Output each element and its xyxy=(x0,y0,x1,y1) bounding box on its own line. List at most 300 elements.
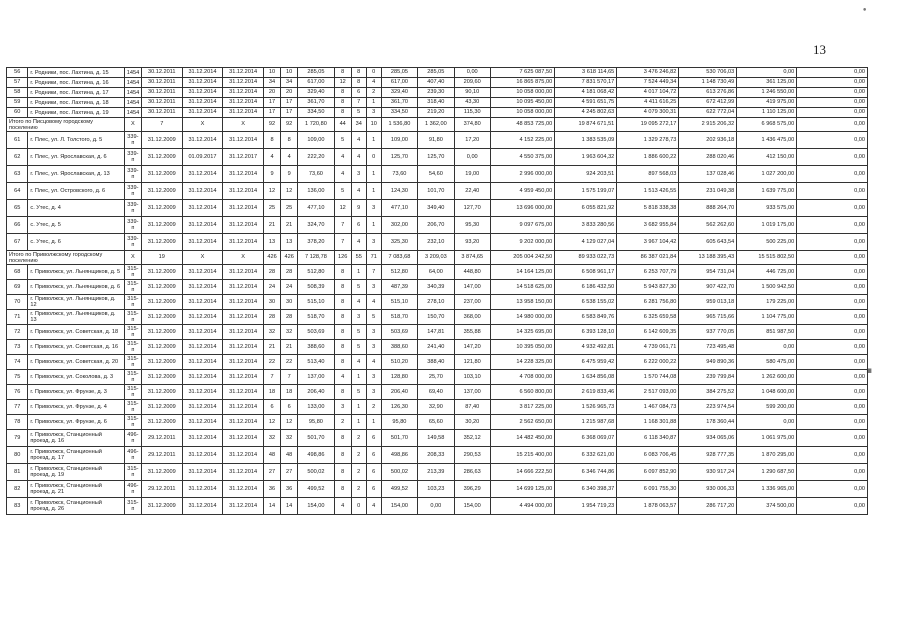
table-cell: 4 181 068,42 xyxy=(555,88,617,98)
table-cell: г. Приволжск, Станционный проезд, д. 19 xyxy=(28,464,124,481)
table-row xyxy=(7,447,868,464)
table-cell: 315-п xyxy=(124,295,141,310)
table-cell: г. Приволжск, ул. Советская, д. 16 xyxy=(28,340,124,355)
table-cell: Итого по Писцовому городскому поселению xyxy=(7,118,125,132)
table-row xyxy=(7,265,868,280)
table-cell: 0,00 xyxy=(797,430,868,447)
table-row xyxy=(7,280,868,295)
table-cell: 31.12.2014 xyxy=(182,370,223,385)
table-cell: 426 xyxy=(263,251,280,265)
table-cell: 0 xyxy=(351,498,366,515)
table-cell: 4 591 651,75 xyxy=(555,98,617,108)
table-cell: 0,00 xyxy=(797,68,868,78)
table-cell: 315-п xyxy=(124,385,141,400)
table-cell: 8 xyxy=(334,108,351,118)
subtotal-row xyxy=(7,118,868,132)
table-cell: г. Родники, пос. Лахтина, д. 18 xyxy=(28,98,124,108)
table-cell: 513,40 xyxy=(298,355,334,370)
table-cell: 93,20 xyxy=(454,234,490,251)
table-cell: 617,00 xyxy=(381,78,417,88)
table-cell: г. Родники, пос. Лахтина, д. 17 xyxy=(28,88,124,98)
table-cell: 477,10 xyxy=(298,200,334,217)
table-cell: 0,00 xyxy=(797,108,868,118)
table-cell: 64 xyxy=(7,183,28,200)
table-cell: 91,80 xyxy=(418,132,454,149)
table-cell: 0,00 xyxy=(797,325,868,340)
table-cell: 31.12.2009 xyxy=(141,166,182,183)
table-cell: 4 129 027,04 xyxy=(555,234,617,251)
table-cell: 315-п xyxy=(124,280,141,295)
table-cell: 1 336 965,00 xyxy=(737,481,797,498)
table-cell: 16 865 875,00 xyxy=(490,78,554,88)
table-cell: 74 xyxy=(7,355,28,370)
table-cell: 31.12.2014 xyxy=(223,447,264,464)
table-cell: 17,20 xyxy=(454,132,490,149)
table-cell: 21 xyxy=(281,340,298,355)
table-cell: 2 619 833,46 xyxy=(555,385,617,400)
table-cell: 59 xyxy=(7,98,28,108)
table-cell: 7 xyxy=(366,265,381,280)
table-cell: 8 xyxy=(334,447,351,464)
table-cell: г. Приволжск, ул. Соколова, д. 3 xyxy=(28,370,124,385)
table-cell: 4 xyxy=(281,149,298,166)
table-cell: 121,80 xyxy=(454,355,490,370)
table-cell: 7 xyxy=(141,118,182,132)
table-cell: 6 368 069,07 xyxy=(555,430,617,447)
table-cell: 79 xyxy=(7,430,28,447)
table-cell: 13 xyxy=(263,234,280,251)
table-cell: 2 915 206,32 xyxy=(679,118,737,132)
table-cell: 1 436 475,00 xyxy=(737,132,797,149)
table-row xyxy=(7,415,868,430)
table-cell: 6 xyxy=(281,400,298,415)
table-cell: 515,10 xyxy=(298,295,334,310)
table-cell: 7 083,68 xyxy=(381,251,417,265)
table-cell: 599 200,00 xyxy=(737,400,797,415)
table-cell: 10 395 050,00 xyxy=(490,340,554,355)
table-cell: 89 933 022,73 xyxy=(555,251,617,265)
table-cell: 31.12.2014 xyxy=(182,88,223,98)
table-cell: 65,60 xyxy=(418,415,454,430)
table-cell: 31.12.2014 xyxy=(223,108,264,118)
table-cell: 500,02 xyxy=(298,464,334,481)
table-cell: 115,30 xyxy=(454,108,490,118)
table-cell: 315-п xyxy=(124,265,141,280)
table-cell: 31.12.2014 xyxy=(182,498,223,515)
table-cell: 92 xyxy=(281,118,298,132)
table-cell: 498,86 xyxy=(298,447,334,464)
table-cell: 928 777,35 xyxy=(679,447,737,464)
table-cell: 128,80 xyxy=(381,370,417,385)
table-cell: 30 xyxy=(281,295,298,310)
table-cell: 17 xyxy=(281,108,298,118)
table-cell: 62 xyxy=(7,149,28,166)
table-cell: 4 959 450,00 xyxy=(490,183,554,200)
table-row xyxy=(7,481,868,498)
table-cell: 0,00 xyxy=(797,415,868,430)
table-row xyxy=(7,310,868,325)
table-cell: 19 095 272,17 xyxy=(617,118,679,132)
table-cell: 3 xyxy=(366,385,381,400)
table-cell: 60 xyxy=(7,108,28,118)
table-cell: 1454 xyxy=(124,108,141,118)
table-cell: 4 xyxy=(334,498,351,515)
table-cell: 1 878 063,57 xyxy=(617,498,679,515)
table-cell: 6 142 609,35 xyxy=(617,325,679,340)
table-cell: 510,20 xyxy=(381,355,417,370)
table-cell: г. Приволжск, Станционный проезд, д. 16 xyxy=(28,430,124,447)
table-cell: 24 xyxy=(281,280,298,295)
table-cell: Итого по Приволжскому городскому поселению xyxy=(7,251,125,265)
table-cell: 0,00 xyxy=(797,310,868,325)
table-cell: г. Приволжск, ул. Льнянщиков, д. 12 xyxy=(28,295,124,310)
table-cell: 1 104 775,00 xyxy=(737,310,797,325)
table-cell: 31.12.2014 xyxy=(223,166,264,183)
table-cell: 8 xyxy=(263,132,280,149)
table-cell: 73,60 xyxy=(381,166,417,183)
table-cell: 897 568,03 xyxy=(617,166,679,183)
table-cell: 949 890,36 xyxy=(679,355,737,370)
table-cell: 4 xyxy=(334,149,351,166)
table-cell: 12 xyxy=(263,183,280,200)
table-cell: 315-п xyxy=(124,498,141,515)
table-cell: 0,00 xyxy=(797,265,868,280)
table-cell: 31.12.2014 xyxy=(182,464,223,481)
table-cell: 12 xyxy=(281,415,298,430)
table-cell: 0,00 xyxy=(797,447,868,464)
table-cell: 31.12.2014 xyxy=(182,108,223,118)
table-cell: 1 329 278,73 xyxy=(617,132,679,149)
table-cell: 31.12.2014 xyxy=(223,498,264,515)
table-cell: 5 xyxy=(334,132,351,149)
table-cell: с. Утес, д. 6 xyxy=(28,234,124,251)
table-cell: 103,23 xyxy=(418,481,454,498)
table-cell: 3 xyxy=(351,166,366,183)
table-cell: 19 874 671,51 xyxy=(555,118,617,132)
table-cell: 31.12.2014 xyxy=(182,481,223,498)
table-cell: 36 xyxy=(281,481,298,498)
table-cell: 8 xyxy=(351,68,366,78)
table-cell: 3 xyxy=(334,400,351,415)
table-cell: 87,40 xyxy=(454,400,490,415)
table-cell: 7 625 087,50 xyxy=(490,68,554,78)
table-cell: 1454 xyxy=(124,78,141,88)
table-cell: 14 518 625,00 xyxy=(490,280,554,295)
table-cell: 285,05 xyxy=(418,68,454,78)
table-cell: 6 xyxy=(263,400,280,415)
table-cell: 2 xyxy=(351,481,366,498)
table-cell: 31.12.2014 xyxy=(223,217,264,234)
table-row xyxy=(7,325,868,340)
table-cell: 0,00 xyxy=(797,370,868,385)
table-cell: 0,00 xyxy=(797,217,868,234)
table-cell: 285,05 xyxy=(381,68,417,78)
table-cell: 3 xyxy=(351,310,366,325)
table-cell: 503,69 xyxy=(298,325,334,340)
table-cell: 515,10 xyxy=(381,295,417,310)
table-cell: 1 110 125,00 xyxy=(737,108,797,118)
table-cell: 1 290 687,50 xyxy=(737,464,797,481)
table-cell: 5 xyxy=(351,340,366,355)
table-cell: 19,00 xyxy=(454,166,490,183)
table-cell: 315-п xyxy=(124,400,141,415)
table-cell: 149,58 xyxy=(418,430,454,447)
table-row xyxy=(7,166,868,183)
table-cell: 334,50 xyxy=(381,108,417,118)
table-cell: 349,40 xyxy=(418,200,454,217)
table-cell: 0,00 xyxy=(797,355,868,370)
table-cell: 1 963 604,32 xyxy=(555,149,617,166)
table-row xyxy=(7,108,868,118)
table-cell: 213,39 xyxy=(418,464,454,481)
table-cell: 124,30 xyxy=(381,183,417,200)
table-cell: 154,00 xyxy=(454,498,490,515)
table-cell: 154,00 xyxy=(298,498,334,515)
table-cell: 6 968 575,00 xyxy=(737,118,797,132)
table-cell: 286,63 xyxy=(454,464,490,481)
table-cell: X xyxy=(223,118,264,132)
table-cell: 6 222 000,22 xyxy=(617,355,679,370)
table-cell: 0,00 xyxy=(797,98,868,108)
table-cell: 127,70 xyxy=(454,200,490,217)
table-cell: 0,00 xyxy=(797,183,868,200)
table-cell: 137,00 xyxy=(454,385,490,400)
table-cell: 4 xyxy=(351,149,366,166)
table-cell: 4 708 000,00 xyxy=(490,370,554,385)
table-cell: г. Плес, ул. Ярославская, д. 6 xyxy=(28,149,124,166)
table-cell: 500,02 xyxy=(381,464,417,481)
table-cell: 605 643,54 xyxy=(679,234,737,251)
table-cell: 580 475,00 xyxy=(737,355,797,370)
table-cell: 500 225,00 xyxy=(737,234,797,251)
table-cell: 672 412,99 xyxy=(679,98,737,108)
table-cell: 150,70 xyxy=(418,310,454,325)
table-cell: 0,00 xyxy=(797,200,868,217)
table-cell: 76 xyxy=(7,385,28,400)
table-cell: 29.12.2011 xyxy=(141,447,182,464)
table-cell: 2 xyxy=(366,400,381,415)
table-cell: 10 095 450,00 xyxy=(490,98,554,108)
table-cell: 934 065,06 xyxy=(679,430,737,447)
table-cell: 3 xyxy=(366,325,381,340)
table-cell: 31.12.2014 xyxy=(182,325,223,340)
table-cell: 6 xyxy=(366,481,381,498)
table-cell: 1 xyxy=(351,415,366,430)
table-cell: 888 264,70 xyxy=(679,200,737,217)
table-cell: 1 536,80 xyxy=(381,118,417,132)
table-row xyxy=(7,183,868,200)
table-cell: 32,90 xyxy=(418,400,454,415)
table-cell: 31.12.2014 xyxy=(182,400,223,415)
table-cell: 8 xyxy=(334,355,351,370)
table-row xyxy=(7,370,868,385)
table-cell: г. Приволжск, ул. Фрунзе, д. 4 xyxy=(28,400,124,415)
table-cell: 10 058 000,00 xyxy=(490,108,554,118)
table-cell: 3 967 104,42 xyxy=(617,234,679,251)
table-cell: 10 xyxy=(263,68,280,78)
table-cell: г. Приволжск, ул. Льнянщиков, д. 5 xyxy=(28,265,124,280)
table-cell: 0,00 xyxy=(797,118,868,132)
table-cell: 329,40 xyxy=(298,88,334,98)
table-cell: 20 xyxy=(263,88,280,98)
table-cell: 31.12.2014 xyxy=(223,78,264,88)
table-cell: 2 xyxy=(351,430,366,447)
table-cell: 202 936,18 xyxy=(679,132,737,149)
table-cell: 0,00 xyxy=(797,132,868,149)
table-cell: г. Приволжск, ул. Советская, д. 20 xyxy=(28,355,124,370)
table-cell: 36 xyxy=(263,481,280,498)
table-cell: 4 494 000,00 xyxy=(490,498,554,515)
table-cell: 7 xyxy=(334,217,351,234)
table-cell: 31.12.2014 xyxy=(223,295,264,310)
table-cell: 278,10 xyxy=(418,295,454,310)
table-cell: 31.12.2014 xyxy=(223,310,264,325)
table-cell: 222,20 xyxy=(298,149,334,166)
scan-mark: ▪ xyxy=(866,366,873,376)
table-row xyxy=(7,400,868,415)
table-cell: 78 xyxy=(7,415,28,430)
table-cell: 1 061 975,00 xyxy=(737,430,797,447)
table-cell: 31.12.2014 xyxy=(182,385,223,400)
table-cell: 12 xyxy=(281,183,298,200)
table-cell: 334,50 xyxy=(298,108,334,118)
table-cell: 31.12.2014 xyxy=(182,78,223,88)
table-cell: 31.12.2009 xyxy=(141,149,182,166)
table-cell: г. Родники, пос. Лахтина, д. 19 xyxy=(28,108,124,118)
table-cell: 2 xyxy=(334,415,351,430)
table-cell: 7 xyxy=(334,234,351,251)
table-cell: 937 770,05 xyxy=(679,325,737,340)
table-cell: 31.12.2014 xyxy=(223,183,264,200)
table-cell: 18 xyxy=(263,385,280,400)
table-cell: 339-п xyxy=(124,200,141,217)
table-cell: 58 xyxy=(7,88,28,98)
table-cell: 1 886 600,22 xyxy=(617,149,679,166)
table-cell: 2 996 000,00 xyxy=(490,166,554,183)
table-cell: 17 xyxy=(263,108,280,118)
table-cell: 21 xyxy=(263,217,280,234)
table-cell: 419 975,00 xyxy=(737,98,797,108)
table-cell: 1 xyxy=(351,400,366,415)
table-cell: 1 870 295,00 xyxy=(737,447,797,464)
table-cell: г. Плес, ул. Ярославская, д. 13 xyxy=(28,166,124,183)
table-cell: 1454 xyxy=(124,88,141,98)
table-cell: 7 xyxy=(263,370,280,385)
table-cell: 92 xyxy=(263,118,280,132)
table-cell: 9 xyxy=(281,166,298,183)
table-cell: 31.12.2014 xyxy=(182,132,223,149)
table-cell: 0,00 xyxy=(797,280,868,295)
table-cell: 3 476 246,82 xyxy=(617,68,679,78)
scan-mark: • xyxy=(862,6,868,16)
table-cell: 1 xyxy=(351,265,366,280)
table-cell: 0,00 xyxy=(797,166,868,183)
table-cell: 8 xyxy=(334,88,351,98)
table-cell: 86 387 021,84 xyxy=(617,251,679,265)
table-cell: г. Приволжск, Станционный проезд, д. 21 xyxy=(28,481,124,498)
table-cell: 12 xyxy=(263,415,280,430)
table-cell: X xyxy=(223,251,264,265)
table-cell: 232,10 xyxy=(418,234,454,251)
table-cell: 339-п xyxy=(124,132,141,149)
table-cell: 24 xyxy=(263,280,280,295)
table-cell: 315-п xyxy=(124,464,141,481)
table-cell: 7 524 449,34 xyxy=(617,78,679,88)
table-cell: 4 xyxy=(351,295,366,310)
table-cell: 7 831 570,17 xyxy=(555,78,617,88)
table-cell: 1 362,00 xyxy=(418,118,454,132)
table-cell: 339-п xyxy=(124,217,141,234)
table-cell: 67 xyxy=(7,234,28,251)
table-cell: 412 150,00 xyxy=(737,149,797,166)
table-cell: 31.12.2014 xyxy=(223,355,264,370)
table-cell: 1 500 942,50 xyxy=(737,280,797,295)
table-cell: 1 xyxy=(366,132,381,149)
table-cell: 34 xyxy=(281,78,298,88)
table-cell: 31.12.2009 xyxy=(141,355,182,370)
table-cell: 6 508 961,17 xyxy=(555,265,617,280)
table-cell: 31.12.2014 xyxy=(223,430,264,447)
table-cell: 31.12.2014 xyxy=(223,370,264,385)
table-cell: 231 049,38 xyxy=(679,183,737,200)
table-cell: 31.12.2014 xyxy=(223,265,264,280)
table-cell: 9 202 000,00 xyxy=(490,234,554,251)
table-cell: 31.12.2014 xyxy=(182,68,223,78)
table-cell: 31.12.2014 xyxy=(223,68,264,78)
table-cell: 384 275,52 xyxy=(679,385,737,400)
table-cell: 19 xyxy=(141,251,182,265)
table-cell: 530 706,03 xyxy=(679,68,737,78)
table-cell: 512,80 xyxy=(381,265,417,280)
table-cell: 31.12.2014 xyxy=(182,234,223,251)
table-cell: 302,00 xyxy=(381,217,417,234)
table-cell: 3 817 225,00 xyxy=(490,400,554,415)
table-cell: 147,20 xyxy=(454,340,490,355)
table-cell: 5 xyxy=(351,325,366,340)
table-cell: 0,00 xyxy=(797,251,868,265)
table-cell: 31.12.2014 xyxy=(223,400,264,415)
table-cell: 1 262 600,00 xyxy=(737,370,797,385)
table-cell: 0,00 xyxy=(737,68,797,78)
table-cell: 1 xyxy=(366,183,381,200)
table-cell: 477,10 xyxy=(381,200,417,217)
table-row xyxy=(7,430,868,447)
table-cell: 5 xyxy=(366,310,381,325)
table-cell: 8 xyxy=(334,385,351,400)
table-cell: 30.12.2011 xyxy=(141,108,182,118)
table-cell: 31.12.2014 xyxy=(223,325,264,340)
table-cell: 2 xyxy=(351,447,366,464)
table-cell: 28 xyxy=(281,265,298,280)
table-cell: 30.12.2011 xyxy=(141,68,182,78)
table-cell: 20 xyxy=(281,88,298,98)
table-cell: 1 xyxy=(366,166,381,183)
table-cell: 0,00 xyxy=(797,340,868,355)
table-cell: 14 325 695,00 xyxy=(490,325,554,340)
table-cell: 339-п xyxy=(124,234,141,251)
table-cell: X xyxy=(124,118,141,132)
table-cell: 31.12.2014 xyxy=(223,200,264,217)
table-row xyxy=(7,68,868,78)
table-cell: 31.12.2014 xyxy=(223,481,264,498)
table-cell: 137 028,46 xyxy=(679,166,737,183)
table-cell: 31.12.2014 xyxy=(182,166,223,183)
table-cell: 21 xyxy=(263,340,280,355)
table-cell: 209,60 xyxy=(454,78,490,88)
table-cell: 4 xyxy=(263,149,280,166)
table-cell: 4 xyxy=(334,166,351,183)
table-cell: г. Приволжск, Станционный проезд, д. 26 xyxy=(28,498,124,515)
